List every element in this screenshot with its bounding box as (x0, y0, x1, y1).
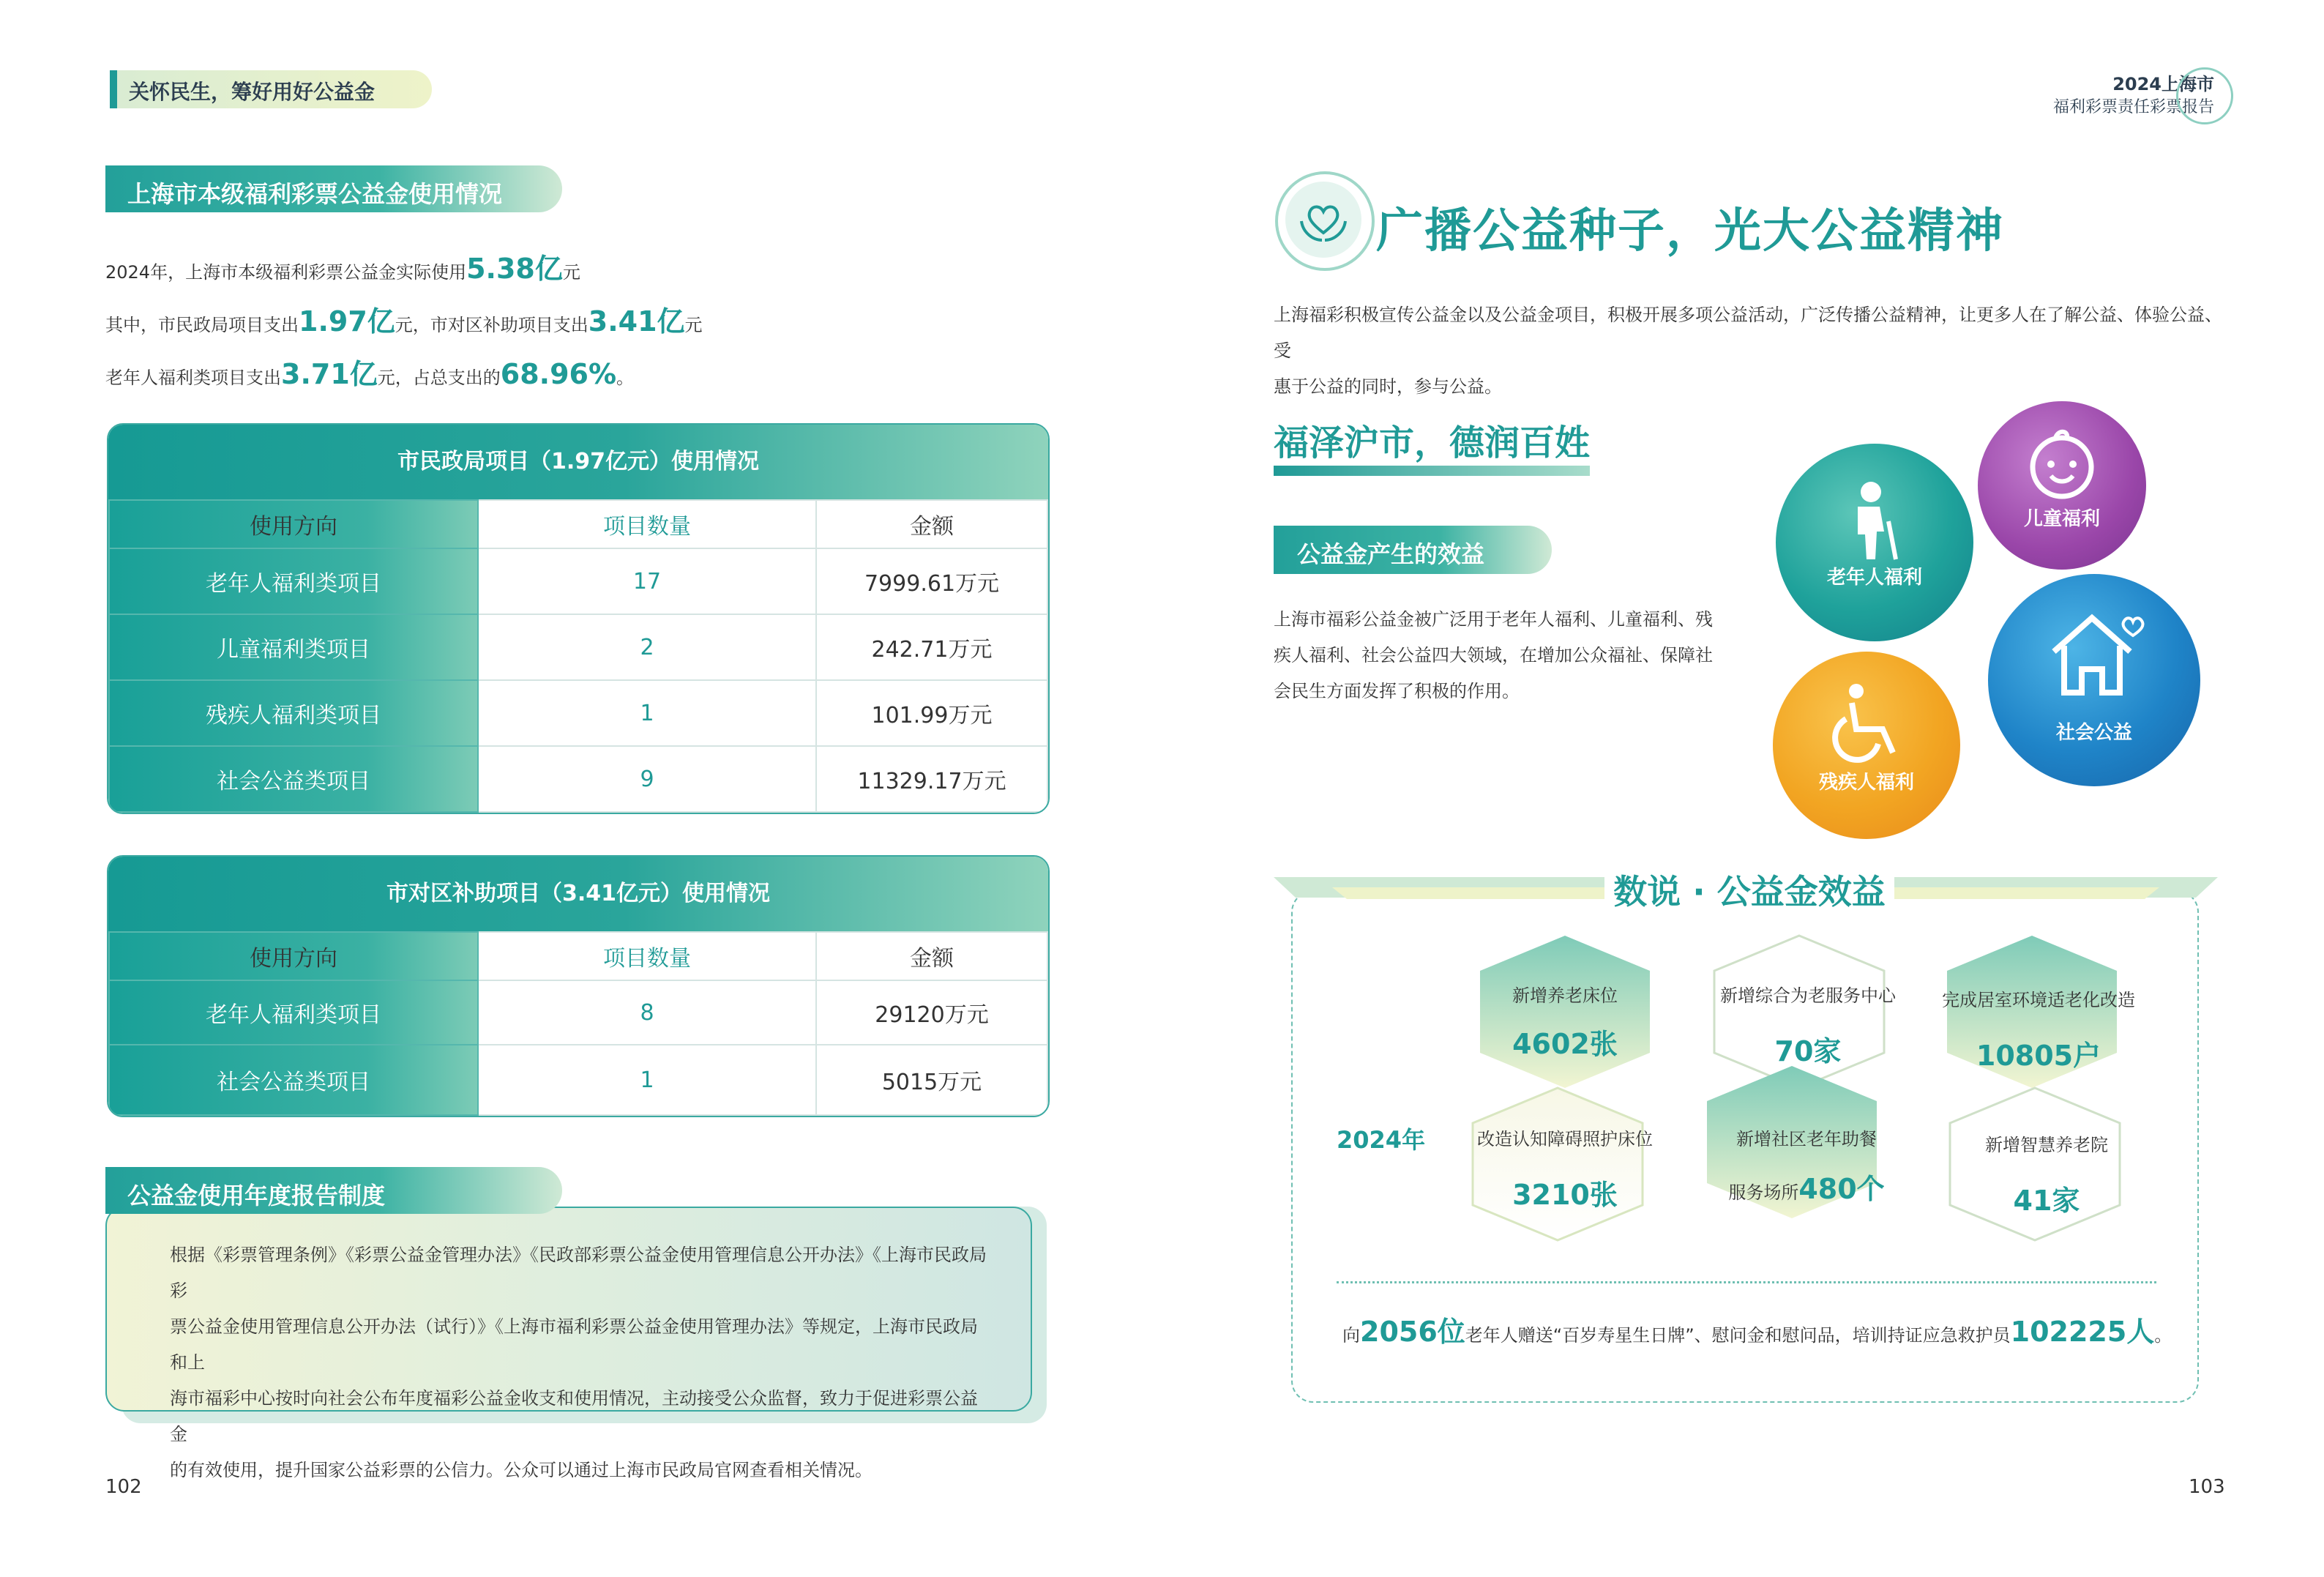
hex-label: 改造认知障碍照护床位 (1477, 1129, 1653, 1149)
benefit-tag-label: 公益金产生的效益 (1297, 540, 1485, 568)
table-cell: 老年人福利类项目 (109, 980, 478, 1045)
hex-value: 4602张 (1512, 1028, 1618, 1060)
table-row (109, 614, 1047, 680)
table-row (109, 548, 1047, 614)
header-right-line1: 2024上海市 (2112, 74, 2214, 94)
table-header-row (109, 932, 1047, 980)
table-cell: 2 (478, 614, 816, 680)
table-cell: 29120万元 (816, 980, 1047, 1045)
table-caption: 市对区补助项目（3.41亿元）使用情况 (108, 857, 1048, 931)
benefit-line: 会民生方面发挥了积极的作用。 (1274, 681, 1520, 701)
summary-line-2-mid: 元，市对区补助项目支出 (395, 315, 589, 335)
data-footer (1342, 1309, 2172, 1349)
summary-line-1-pre: 2024年，上海市本级福利彩票公益金实际使用 (105, 262, 467, 283)
summary-line-2 (105, 299, 703, 339)
house-heart-icon (2045, 611, 2148, 698)
report-line: 根据《彩票管理条例》《彩票公益金管理办法》《民政部彩票公益金使用管理信息公开办法》《上海市民政局彩 (170, 1245, 987, 1301)
hex-label-2-text: 服务场所 (1728, 1182, 1799, 1203)
hex-value: 10805户 (1976, 1040, 2101, 1072)
baby-face-icon (2023, 428, 2101, 501)
table-cell: 17 (478, 548, 816, 614)
report-line: 的有效使用，提升国家公益彩票的公信力。公众可以通过上海市民政局官网查看相关情况。 (170, 1460, 873, 1480)
summary-line-3-pre: 老年人福利类项目支出 (105, 368, 281, 388)
table-cell: 8 (478, 980, 816, 1045)
report-line: 海市福彩中心按时向社会公布年度福彩公益金收支和使用情况，主动接受公众监督，致力于促进彩票公益金 (170, 1388, 978, 1444)
header-tag-label: 关怀民生，筹好用好公益金 (129, 80, 375, 104)
footer-num2: 102225人 (2010, 1316, 2155, 1348)
summary-line-2-pre: 其中，市民政局项目支出 (105, 315, 299, 335)
hex-value: 41家 (2013, 1185, 2080, 1217)
elderly-person-icon (1842, 480, 1908, 561)
table-caption: 市民政局项目（1.97亿元）使用情况 (108, 425, 1048, 499)
table-cell: 9 (478, 746, 816, 812)
benefit-line: 疾人福利、社会公益四大领域，在增加公众福祉、保障社 (1274, 645, 1713, 666)
hex-label: 新增养老床位 (1512, 985, 1618, 1006)
table-header-cell: 项目数量 (478, 932, 816, 980)
table-cell: 1 (478, 680, 816, 746)
hex-item (1713, 1125, 1900, 1207)
bubble-elderly-label: 老年人福利 (1826, 567, 1922, 589)
summary-line-1-num: 5.38亿 (466, 253, 563, 285)
summary-line-2-num1: 1.97亿 (299, 305, 395, 338)
table-cell: 7999.61万元 (816, 548, 1047, 614)
bubble-disabled (1773, 652, 1960, 839)
bubble-child-label: 儿童福利 (2023, 508, 2100, 530)
heart-hands-icon (1296, 192, 1351, 247)
hex-item (1707, 981, 1909, 1069)
intro-line: 惠于公益的同时，参与公益。 (1274, 376, 1502, 397)
bubble-child (1978, 401, 2146, 570)
section-title: 上海市本级福利彩票公益金使用情况 (127, 180, 503, 208)
page-number-right: 103 (2189, 1476, 2225, 1498)
table-header-cell: 使用方向 (109, 500, 478, 548)
report-title-bar (105, 1167, 562, 1214)
hex-item (1473, 1125, 1657, 1212)
right-page-title: 广播公益种子，光大公益精神 (1376, 204, 2004, 258)
benefit-line: 上海市福彩公益金被广泛用于老年人福利、儿童福利、残 (1274, 609, 1713, 630)
data-title: 数说 · 公益金效益 (1604, 865, 1894, 909)
report-text (170, 1237, 990, 1488)
summary-line-3-mid: 元，占总支出的 (377, 368, 501, 388)
header-tag (110, 70, 432, 108)
hex-label-2 (1713, 1166, 1900, 1207)
data-year: 2024年 (1337, 1126, 1426, 1154)
table-cell: 残疾人福利类项目 (109, 680, 478, 746)
table-row (109, 1045, 1047, 1115)
footer-num1: 2056位 (1360, 1316, 1465, 1348)
summary-line-2-num2: 3.41亿 (588, 305, 685, 338)
bubble-social-label: 社会公益 (2055, 722, 2132, 744)
report-line: 票公益金使用管理信息公开办法（试行）》《上海市福利彩票公益金使用管理办法》等规定，上海市民政局和上 (170, 1316, 978, 1373)
benefit-text (1274, 602, 1742, 709)
table-header-row (109, 500, 1047, 548)
table-cell: 1 (478, 1045, 816, 1115)
hex-item (1480, 981, 1650, 1062)
table-header-cell: 金额 (816, 932, 1047, 980)
right-intro (1274, 297, 2225, 405)
table-header-cell: 项目数量 (478, 500, 816, 548)
header-tag-bar (110, 70, 117, 108)
footer-pre: 向 (1342, 1325, 1360, 1346)
table-header-cell: 使用方向 (109, 932, 478, 980)
table-civil-affairs (107, 423, 1050, 814)
table-cell: 社会公益类项目 (109, 1045, 478, 1115)
table-cell: 5015万元 (816, 1045, 1047, 1115)
header-right-line2: 福利彩票责任彩票报告 (2052, 98, 2214, 116)
summary-line-3-num2: 68.96% (500, 358, 617, 390)
hex-label: 新增综合为老服务中心 (1720, 985, 1896, 1006)
footer-mid: 老年人赠送“百岁寿星生日牌”、慰问金和慰问品，培训持证应急救护员 (1465, 1325, 2011, 1346)
summary-line-3-post: 。 (616, 368, 635, 388)
table-cell: 101.99万元 (816, 680, 1047, 746)
table-cell: 儿童福利类项目 (109, 614, 478, 680)
report-title: 公益金使用年度报告制度 (127, 1182, 386, 1209)
sub-title-underline (1274, 466, 1590, 476)
summary-line-2-post: 元 (684, 315, 703, 335)
wheelchair-icon (1827, 682, 1908, 763)
hex-value: 70家 (1774, 1035, 1842, 1067)
bubble-social (1988, 574, 2200, 786)
summary-line-1-post: 元 (562, 262, 580, 283)
bubble-elderly (1776, 444, 1973, 641)
section-title-bar (105, 165, 562, 212)
table-row (109, 680, 1047, 746)
hex-value: 3210张 (1512, 1179, 1618, 1211)
table-cell: 11329.17万元 (816, 746, 1047, 812)
hex-item (1932, 985, 2145, 1073)
summary-line-1 (105, 246, 580, 286)
table-district-subsidy (107, 855, 1050, 1117)
hex-label: 新增智慧养老院 (1985, 1135, 2108, 1155)
page-number-left: 102 (105, 1476, 142, 1498)
table-row (109, 746, 1047, 812)
table-row (109, 980, 1047, 1045)
footer-post: 。 (2154, 1325, 2172, 1346)
summary-line-3 (105, 351, 634, 392)
hex-label: 新增社区老年助餐 (1736, 1129, 1877, 1149)
header-ring-decoration (2176, 67, 2233, 124)
intro-line: 上海福彩积极宣传公益金以及公益金项目，积极开展多项公益活动，广泛传播公益精神，让更多人在了解公益、体验公益、受 (1274, 305, 2222, 361)
sub-title: 福泽沪市，德润百姓 (1274, 422, 1591, 463)
data-divider (1337, 1281, 2156, 1283)
table-cell: 社会公益类项目 (109, 746, 478, 812)
hex-value: 480个 (1798, 1173, 1885, 1205)
table-cell: 老年人福利类项目 (109, 548, 478, 614)
hex-item (1962, 1130, 2131, 1218)
bubble-disabled-label: 残疾人福利 (1818, 772, 1914, 794)
hex-label: 完成居室环境适老化改造 (1942, 990, 2135, 1010)
table-header-cell: 金额 (816, 500, 1047, 548)
summary-line-3-num1: 3.71亿 (281, 358, 378, 390)
benefit-tag (1274, 526, 1552, 574)
table-cell: 242.71万元 (816, 614, 1047, 680)
